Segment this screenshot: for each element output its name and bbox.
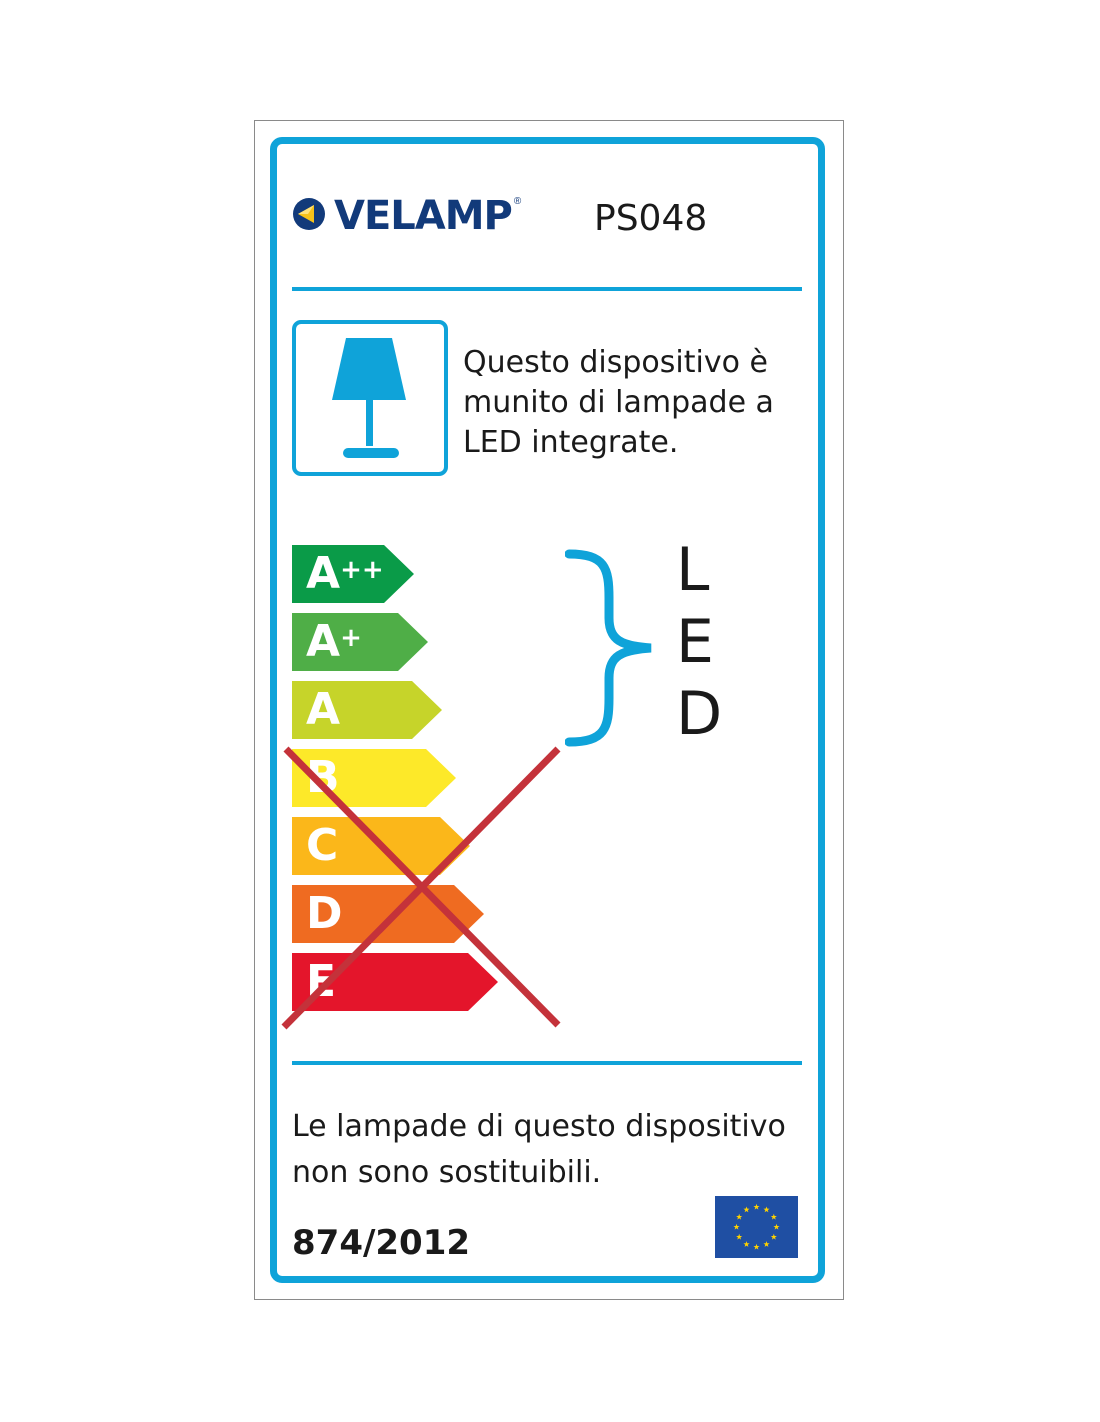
energy-class-aplusplus xyxy=(292,545,414,603)
energy-class-label: C xyxy=(306,820,339,871)
led-letter-d: D xyxy=(676,679,723,749)
footer-divider xyxy=(292,1061,802,1065)
energy-class-label: A+ xyxy=(306,616,362,667)
energy-class-label: D xyxy=(306,888,343,939)
energy-class-label: E xyxy=(306,956,337,1007)
regulation-number: 874/2012 xyxy=(292,1223,471,1263)
velamp-logo-icon xyxy=(292,197,326,236)
table-lamp-icon xyxy=(296,324,444,472)
led-letter-l: L xyxy=(676,535,710,605)
curly-brace-icon xyxy=(565,548,655,753)
energy-class-a xyxy=(292,681,442,739)
brand-registered-mark: ® xyxy=(513,196,522,207)
led-letter-e: E xyxy=(676,607,714,677)
lamp-pictogram xyxy=(292,320,448,476)
integrated-led-notice: Questo dispositivo è munito di lampade a LED integrate. xyxy=(463,345,774,460)
brand-logo xyxy=(292,192,521,240)
brand-name: VELAMP xyxy=(334,193,512,239)
excluded-classes-cross xyxy=(280,745,570,1040)
energy-class-label: B xyxy=(306,752,340,803)
model-code: PS048 xyxy=(594,198,708,239)
energy-class-label: A++ xyxy=(306,548,384,599)
eu-flag-icon xyxy=(715,1196,798,1258)
header-divider xyxy=(292,287,802,291)
energy-class-aplus xyxy=(292,613,428,671)
energy-class-label: A xyxy=(306,684,341,735)
non-replaceable-notice: Le lampade di questo dispositivo non sono sostituibili. xyxy=(292,1109,786,1190)
